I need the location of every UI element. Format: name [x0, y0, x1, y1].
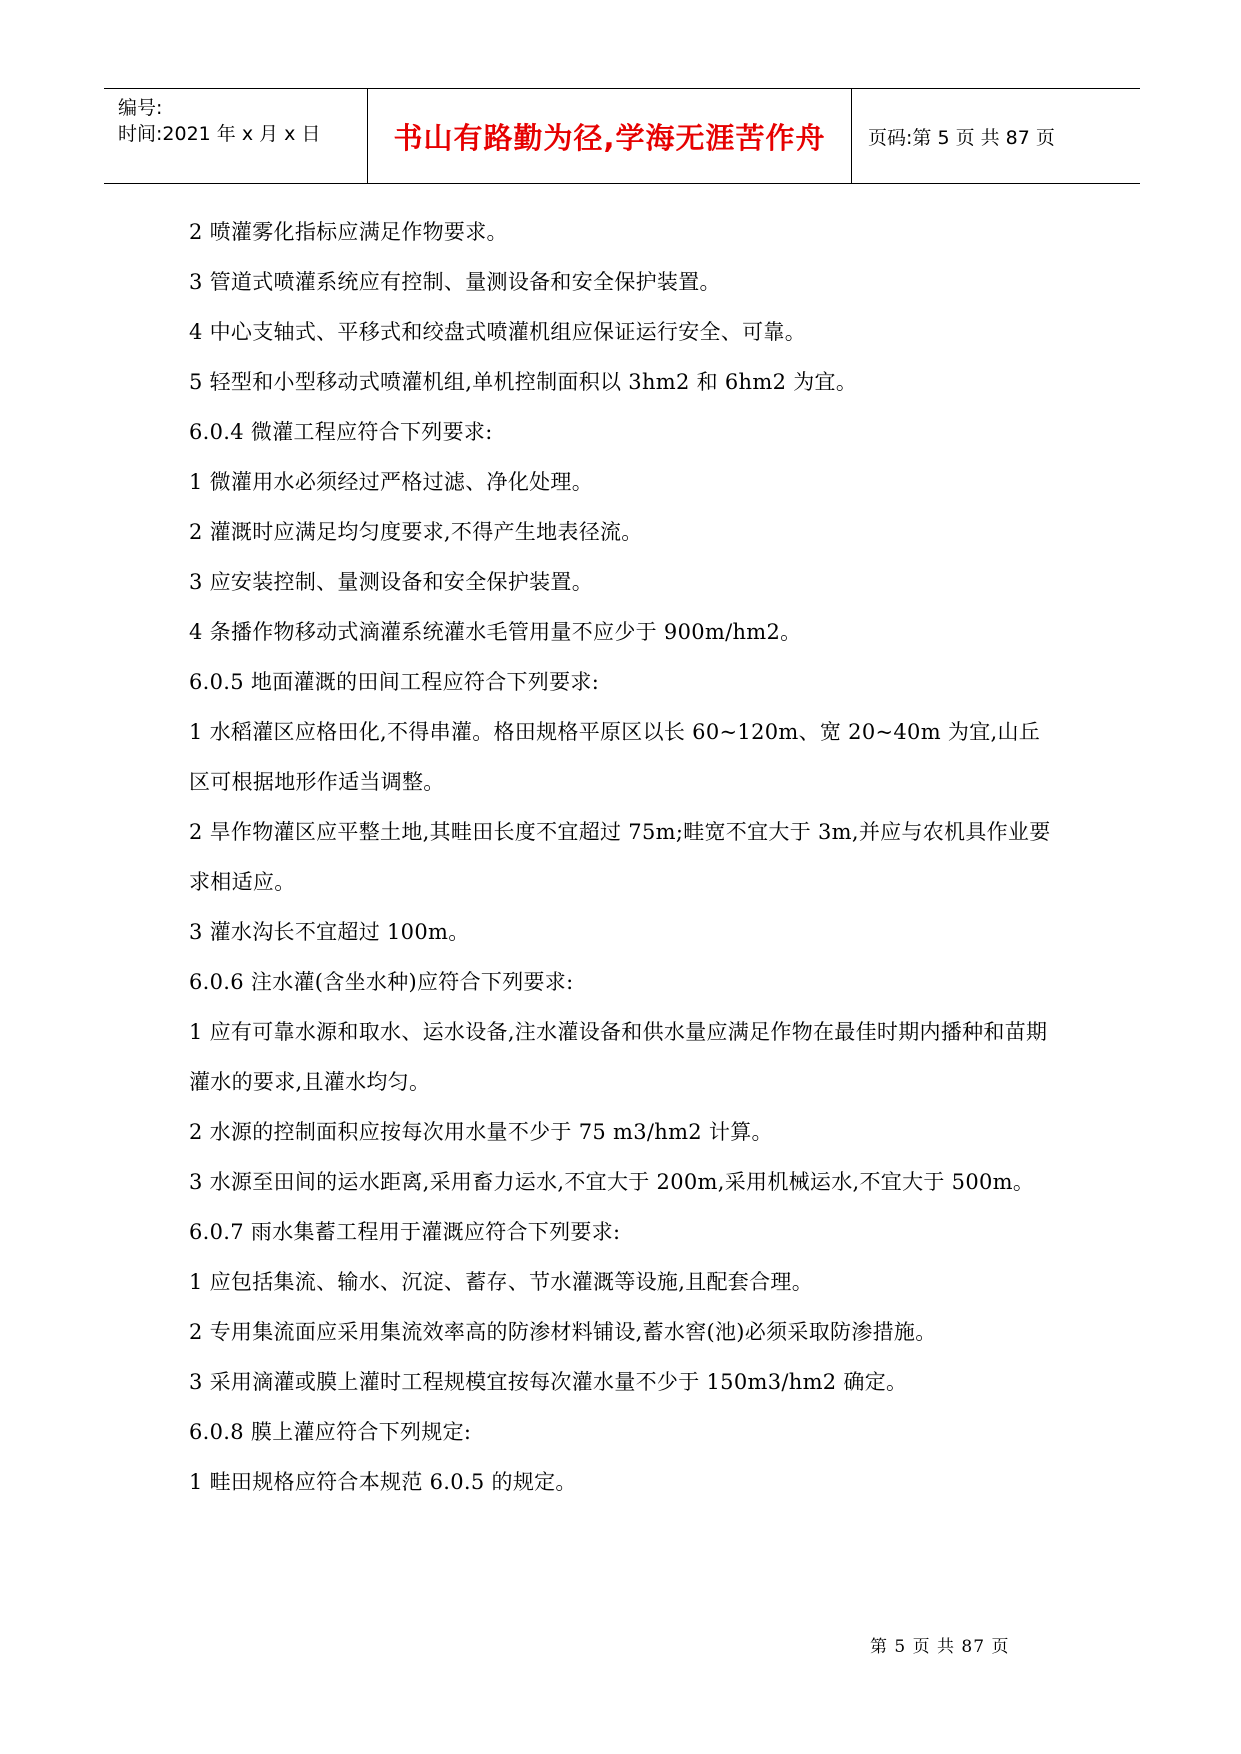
- section-heading: 6.0.6 注水灌(含坐水种)应符合下列要求:: [189, 970, 574, 994]
- header-motto: 书山有路勤为径,学海无涯苦作舟: [393, 120, 826, 155]
- paragraph: 2 水源的控制面积应按每次用水量不少于 75 m3/hm2 计算。: [189, 1120, 773, 1144]
- paragraph: 2 旱作物灌区应平整土地,其畦田长度不宜超过 75m;畦宽不宜大于 3m,并应与农机具作业要求相适应。: [189, 820, 1051, 894]
- paragraph: 3 灌水沟长不宜超过 100m。: [189, 920, 470, 944]
- page-footer-number: 第 5 页 共 87 页: [870, 1637, 1010, 1657]
- paragraph: 3 管道式喷灌系统应有控制、量测设备和安全保护装置。: [189, 270, 721, 294]
- document-body: [189, 207, 1061, 1507]
- header-meta-cell: [104, 89, 368, 183]
- paragraph: 4 中心支轴式、平移式和绞盘式喷灌机组应保证运行安全、可靠。: [189, 320, 807, 344]
- paragraph: 2 喷灌雾化指标应满足作物要求。: [189, 220, 508, 244]
- document-time-label: 时间:2021 年 x 月 x 日: [118, 123, 321, 145]
- header-page-number: 页码:第 5 页 共 87 页: [868, 126, 1055, 149]
- section-heading: 6.0.8 膜上灌应符合下列规定:: [189, 1420, 472, 1444]
- paragraph: 1 应包括集流、输水、沉淀、蓄存、节水灌溉等设施,且配套合理。: [189, 1270, 814, 1294]
- section-heading: 6.0.4 微灌工程应符合下列要求:: [189, 420, 493, 444]
- paragraph: 2 专用集流面应采用集流效率高的防渗材料铺设,蓄水窖(池)必须采取防渗措施。: [189, 1320, 937, 1344]
- document-number-label: 编号:: [118, 97, 163, 119]
- header-motto-cell: [368, 89, 852, 183]
- header-page-cell: [852, 89, 1140, 183]
- paragraph: 1 应有可靠水源和取水、运水设备,注水灌设备和供水量应满足作物在最佳时期内播种和苗期灌水的要求,且灌水均匀。: [189, 1020, 1048, 1094]
- paragraph: 2 灌溉时应满足均匀度要求,不得产生地表径流。: [189, 520, 643, 544]
- paragraph: 1 微灌用水必须经过严格过滤、净化处理。: [189, 470, 594, 494]
- page-header: [104, 88, 1140, 184]
- section-heading: 6.0.7 雨水集蓄工程用于灌溉应符合下列要求:: [189, 1220, 621, 1244]
- paragraph: 1 水稻灌区应格田化,不得串灌。格田规格平原区以长 60~120m、宽 20~40m 为宜,山丘区可根据地形作适当调整。: [189, 720, 1041, 794]
- paragraph: 4 条播作物移动式滴灌系统灌水毛管用量不应少于 900m/hm2。: [189, 620, 802, 644]
- paragraph: 5 轻型和小型移动式喷灌机组,单机控制面积以 3hm2 和 6hm2 为宜。: [189, 370, 858, 394]
- paragraph: 3 采用滴灌或膜上灌时工程规模宜按每次灌水量不少于 150m3/hm2 确定。: [189, 1370, 908, 1394]
- paragraph: 3 水源至田间的运水距离,采用畜力运水,不宜大于 200m,采用机械运水,不宜大于 500m。: [189, 1170, 1035, 1194]
- paragraph: 3 应安装控制、量测设备和安全保护装置。: [189, 570, 594, 594]
- section-heading: 6.0.5 地面灌溉的田间工程应符合下列要求:: [189, 670, 600, 694]
- paragraph: 1 畦田规格应符合本规范 6.0.5 的规定。: [189, 1470, 577, 1494]
